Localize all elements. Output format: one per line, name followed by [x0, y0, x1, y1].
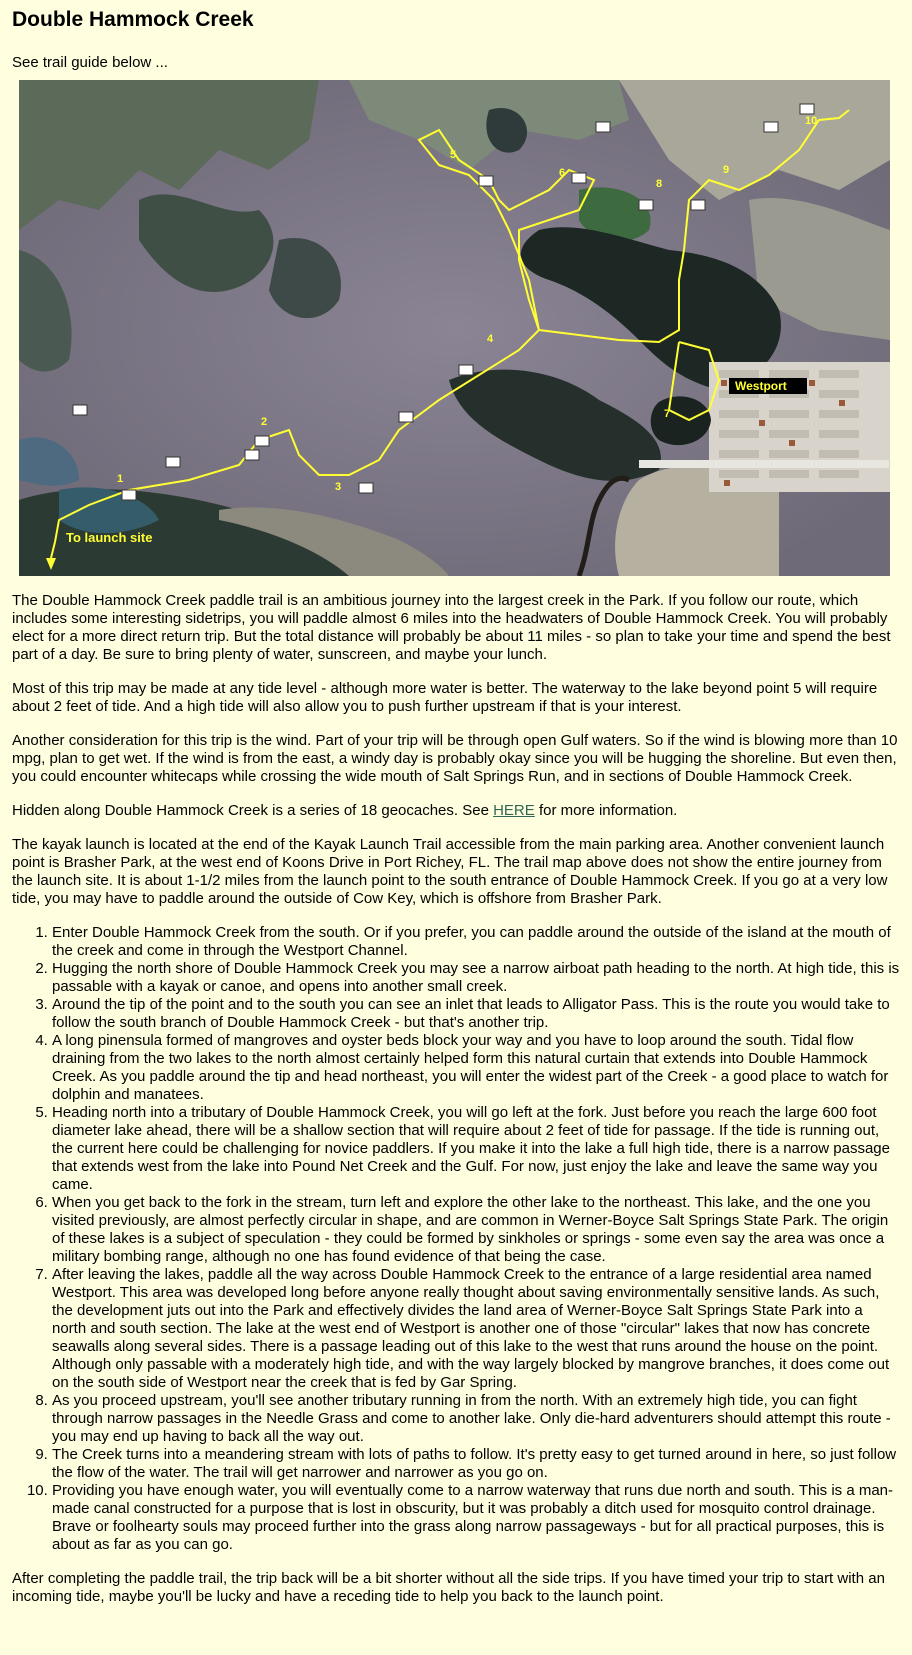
list-item: 5. Heading north into a tributary of Double Hammock Creek, you will go left at the fork. Just before you reach the large 600 foot diameter lake ahead, there will be a shallow section that will require about 2 feet of tide for passage. If the tide is running out, the current here could be challenging for novice paddlers. If you make it into the lake a full high tide, there is a narrow passage that extends west from the lake into Pound Net Creek and the Gulf. For now, just enjoy the lake and leave the same way you came. — [52, 1104, 900, 1194]
list-item: 9. The Creek turns into a meandering stream with lots of paths to follow. It's pretty easy to get turned around in here, so just follow the flow of the water. The trail will get narrower and narrower as you go on. — [52, 1446, 900, 1482]
geocache-link[interactable]: HERE — [493, 802, 535, 819]
list-item: 8. As you proceed upstream, you'll see another tributary running in from the north. With an extremely high tide, you can fight through narrow passages in the Needle Grass and come to another lake. Only die-hard adventurers should attempt this route - you may end up having to back all the way out. — [52, 1392, 900, 1446]
trail-map — [19, 80, 890, 576]
paragraph-overview: The Double Hammock Creek paddle trail is an ambitious journey into the largest creek in the Park. If you follow our route, which includes some interesting sidetrips, you will paddle almost 6 miles into the headwaters of Double Hammock Creek. You will probably elect for a more direct return trip. But the total distance will probably be about 11 miles - so plan to take your time and spend the best part of a day. Be sure to bring plenty of water, sunscreen, and maybe your lunch. — [12, 592, 891, 663]
paragraph-wind: Another consideration for this trip is the wind. Part of your trip will be through open Gulf waters. So if the wind is blowing more than 10 mpg, plan to get wet. If the wind is from the east, a windy day is probably okay since you will be hugging the shoreline. But even then, you could encounter whitecaps while crossing the wide mouth of Salt Springs Run, and in sections of Double Hammock Creek. — [12, 732, 898, 785]
waypoint-1: 1 — [117, 473, 124, 485]
list-item: 2. Hugging the north shore of Double Hammock Creek you may see a narrow airboat path heading to the north. At high tide, this is passable with a kayak or canoe, and opens into another small creek. — [52, 960, 900, 996]
page-title: Double Hammock Creek — [12, 8, 254, 31]
waypoint-10: 10 — [805, 115, 818, 127]
paragraph-geocaches — [12, 802, 900, 820]
list-item: 6. When you get back to the fork in the stream, turn left and explore the other lake to the northeast. This lake, and the one you visited previously, are almost perfectly circular in shape, and are common in Werner-Boyce Salt Springs State Park. The origin of these lakes is a subject of speculation - they could be formed by sinkholes or springs - some even say the area was once a military bombing range, although no one has found evidence of that being the case. — [52, 1194, 900, 1266]
westport-label: Westport — [735, 379, 787, 393]
waypoint-2: 2 — [261, 416, 268, 428]
paragraph-tide: Most of this trip may be made at any tide level - although more water is better. The waterway to the lake beyond point 5 will require about 2 feet of tide. And a high tide will also allow you to push further upstream if that is your interest. — [12, 680, 878, 715]
geocache-text-before: Hidden along Double Hammock Creek is a series of 18 geocaches. See — [12, 802, 494, 819]
waypoint-7: 7 — [664, 408, 671, 420]
waypoint-5: 5 — [450, 149, 457, 161]
list-item: 1. Enter Double Hammock Creek from the south. Or if you prefer, you can paddle around the outside of the island at the mouth of the creek and come in through the Westport Channel. — [52, 924, 900, 960]
geocache-text-after: for more information. — [534, 802, 678, 819]
list-item: 3. Around the tip of the point and to the south you can see an inlet that leads to Alligator Pass. This is the route you would take to follow the south branch of Double Hammock Creek - but that's another trip. — [52, 996, 900, 1032]
trail-map-image — [19, 80, 890, 576]
launch-site-label: To launch site — [66, 530, 153, 545]
waypoint-9: 9 — [723, 164, 730, 176]
waypoint-4: 4 — [487, 333, 494, 345]
waypoint-8: 8 — [656, 178, 663, 190]
intro-text: See trail guide below ... — [12, 54, 168, 71]
paragraph-closing: After completing the paddle trail, the trip back will be a bit shorter without all the side trips. If you have timed your trip to start with an incoming tide, maybe you'll be lucky and have a receding tide to help you back to the launch point. — [12, 1570, 885, 1605]
list-item: 10. Providing you have enough water, you will eventually come to a narrow waterway that runs due north and south. This is a man-made canal constructed for a purpose that is lost in obscurity, but it was probably a ditch used for mosquito control drainage. Brave or foolhearty souls may proceed further into the grass along narrow passageways - but for all practical purposes, this is about as far as you can go. — [52, 1482, 900, 1554]
list-item: 7. After leaving the lakes, paddle all the way across Double Hammock Creek to the entrance of a large residential area named Westport. This area was developed long before anyone really thought about saving environmentally sensitive lands. As such, the development juts out into the Park and effectively divides the land area of Werner-Boyce Salt Springs State Park into a north and south section. The lake at the west end of Westport is another one of those "circular" lakes that now has concrete seawalls along several sides. There is a passage leading out of this lake to the west that runs around the house on the point. Although only passable with a moderately high tide, and with the way largely blocked by mangrove branches, it does come out on the south side of Westport near the creek that is fed by Gar Spring. — [52, 1266, 900, 1392]
list-item: 4. A long pinensula formed of mangroves and oyster beds block your way and you have to loop around the south. Tidal flow draining from the two lakes to the north almost certainly helped form this natural curtain that extends into Double Hammock Creek. As you paddle around the tip and head northeast, you will enter the widest part of the Creek - a good place to watch for dolphin and manatees. — [52, 1032, 900, 1104]
trail-steps-list — [12, 924, 900, 1554]
paragraph-launch: The kayak launch is located at the end of the Kayak Launch Trail accessible from the main parking area. Another convenient launch point is Brasher Park, at the west end of Koons Drive in Port Richey, FL. The trail map above does not show the entire journey from the launch site. It is about 1-1/2 miles from the launch point to the south entrance of Double Hammock Creek. If you go at a very low tide, you may have to paddle around the outside of Cow Key, which is offshore from Brasher Park. — [12, 836, 888, 907]
waypoint-3: 3 — [335, 481, 342, 493]
waypoint-6: 6 — [559, 167, 566, 179]
